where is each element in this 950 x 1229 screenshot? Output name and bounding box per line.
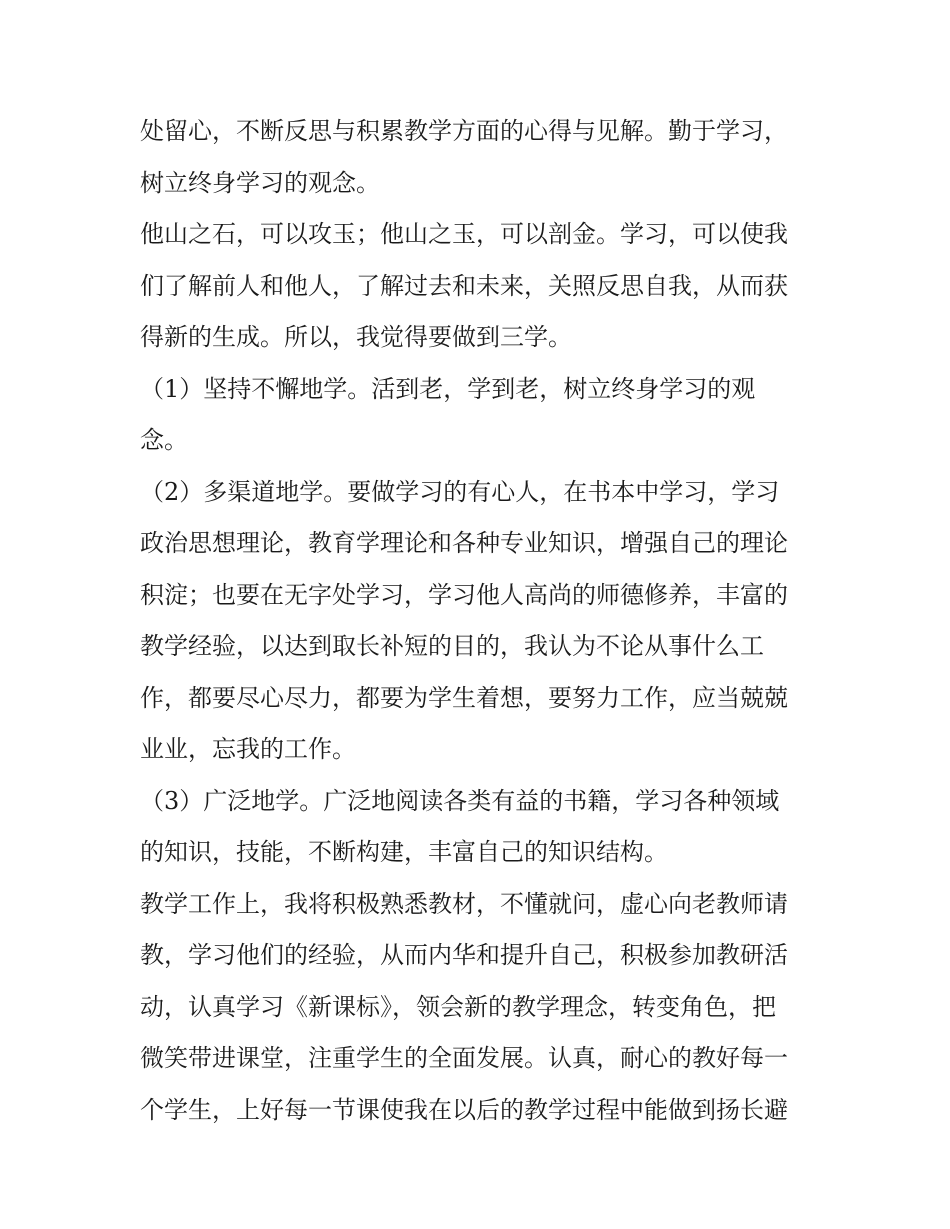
- text-line: 的知识，技能，不断构建，丰富自己的知识结构。: [140, 838, 668, 866]
- text-line: 处留心，不断反思与积累教学方面的心得与见解。勤于学习，: [140, 117, 788, 145]
- text-line: （1）坚持不懈地学。活到老，学到老，树立终身学习的观: [140, 374, 756, 403]
- text-line: 教，学习他们的经验，从而内华和提升自己，积极参加教研活: [140, 941, 788, 969]
- text-line: 政治思想理论，教育学理论和各种专业知识，增强自己的理论: [140, 529, 788, 557]
- text-line: 微笑带进课堂，注重学生的全面发展。认真，耐心的教好每一: [140, 1044, 788, 1072]
- document-body: [140, 106, 820, 1136]
- text-line: （2）多渠道地学。要做学习的有心人，在书本中学习，学习: [140, 477, 780, 506]
- text-line: 业业，忘我的工作。: [140, 735, 356, 763]
- text-line: 教学经验，以达到取长补短的目的，我认为不论从事什么工: [140, 632, 764, 660]
- text-line: 作，都要尽心尽力，都要为学生着想，要努力工作，应当兢兢: [140, 683, 788, 712]
- text-line: 们了解前人和他人，了解过去和未来，关照反思自我，从而获: [140, 271, 788, 300]
- text-line: 个学生，上好每一节课使我在以后的教学过程中能做到扬长避: [140, 1095, 788, 1124]
- text-line: 教学工作上，我将积极熟悉教材，不懂就问，虚心向老教师请: [140, 889, 788, 918]
- text-line: 动，认真学习《新课标》，领会新的教学理念，转变角色，把: [140, 992, 776, 1021]
- text-line: 念。: [140, 426, 188, 454]
- text-line: 他山之石，可以攻玉；他山之玉，可以剖金。学习，可以使我: [140, 220, 788, 248]
- text-line: （3）广泛地学。广泛地阅读各类有益的书籍，学习各种领域: [140, 786, 780, 815]
- text-line: 得新的生成。所以，我觉得要做到三学。: [140, 323, 572, 351]
- text-line: 积淀；也要在无字处学习，学习他人高尚的师德修养，丰富的: [140, 580, 788, 609]
- text-line: 树立终身学习的观念。: [140, 168, 380, 197]
